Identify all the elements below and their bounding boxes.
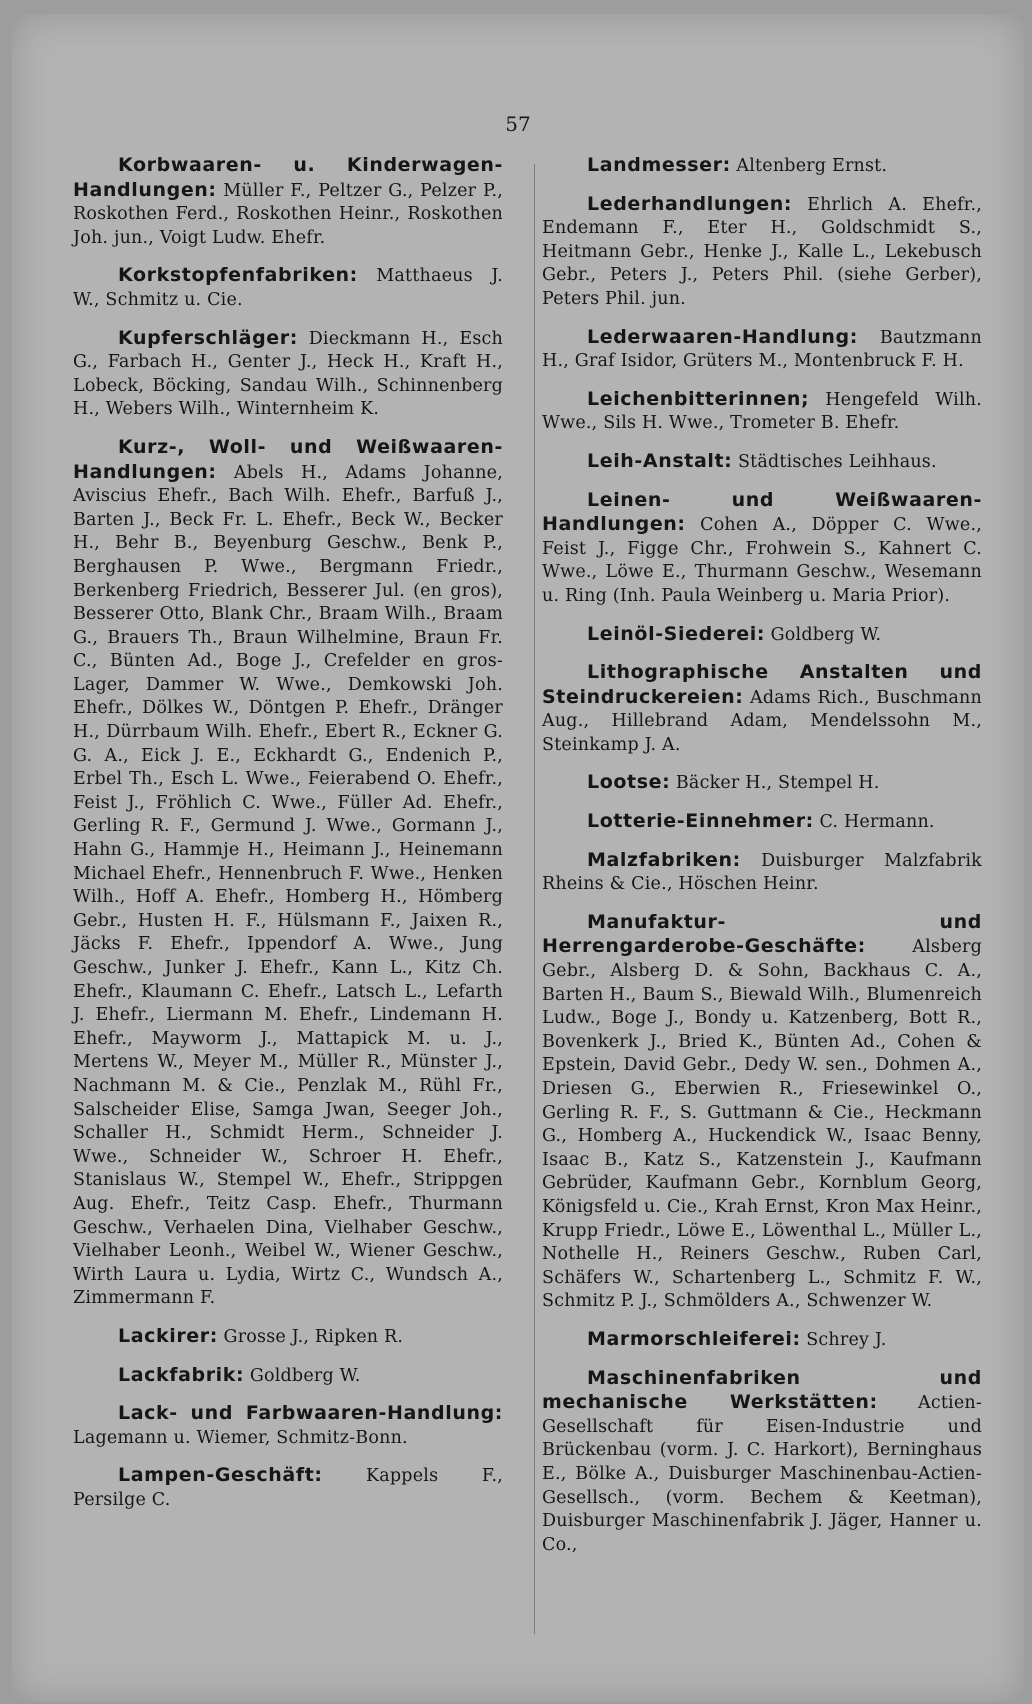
entry-names: Goldberg W.: [249, 1365, 361, 1386]
directory-entry: [542, 154, 982, 179]
entry-names: Städtisches Leihhaus.: [737, 451, 937, 472]
directory-entry: [73, 327, 503, 422]
trade-heading: Lampen-Geschäft:: [118, 1464, 323, 1487]
directory-entry: [73, 264, 503, 312]
trade-heading: Lotterie-Einnehmer:: [587, 810, 814, 833]
directory-entry: [542, 661, 982, 757]
trade-heading: Lackfabrik:: [118, 1363, 245, 1386]
directory-entry: [542, 911, 982, 1314]
entry-names: Matthaeus J. W., Schmitz u. Cie.: [73, 266, 503, 310]
directory-entry: [542, 1367, 982, 1558]
entry-names: Kappels F., Persilge C.: [73, 1466, 503, 1510]
left-column: [73, 154, 503, 1526]
right-column: [542, 154, 982, 1571]
trade-heading: Lootse:: [587, 771, 671, 794]
entry-names: Dieckmann H., Esch G., Farbach H., Genter J., Heck H., Kraft H., Lobeck, Böcking, Sandau Wilh., Schinnenberg H., Webers Wilh., Winternheim K.: [73, 328, 503, 420]
directory-entry: [542, 771, 982, 796]
directory-entry: [542, 849, 982, 897]
entry-names: Schrey J.: [806, 1329, 887, 1350]
entry-names: Cohen A., Döpper C. Wwe., Feist J., Figge Chr., Frohwein S., Kahnert C. Wwe., Löwe E., Thurmann Geschw., Wesemann u. Ring (Inh. Paula Weinberg u. Maria Prior).: [542, 515, 982, 606]
entry-names: Adams Rich., Buschmann Aug., Hillebrand Adam, Mendelssohn M., Steinkamp J. A.: [542, 687, 982, 755]
entry-names: Müller F., Peltzer G., Pelzer P., Roskothen Ferd., Roskothen Heinr., Roskothen Joh. jun., Voigt Ludw. Ehefr.: [73, 180, 503, 248]
entry-names: Bäcker H., Stempel H.: [675, 773, 880, 794]
entry-names: Bautzmann H., Graf Isidor, Grüters M., Montenbruck F. H.: [542, 327, 982, 372]
directory-entry: [73, 436, 503, 1311]
entry-names: Altenberg Ernst.: [736, 156, 888, 176]
directory-entry: [542, 450, 982, 475]
directory-entry: [73, 1364, 503, 1389]
trade-heading: Landmesser:: [587, 154, 731, 176]
trade-heading: Lederwaaren-Handlung:: [587, 325, 858, 348]
directory-entry: [73, 1464, 503, 1512]
page-number: 57: [505, 112, 531, 136]
entry-names: Alsberg Gebr., Alsberg D. & Sohn, Backhaus C. A., Barten H., Baum S., Biewald Wilh., Blumenreich Ludw., Boge J., Bondy u. Katzenberg, Bott R., Bovenkerk J., Bried K., Bünten Ad., Cohen & Epstein, David Gebr., Dedy W. sen., Dohmen A., Driesen G., Eberwien R., Friesewinkel O., Gerling R. F., S. Guttmann & Cie., Heckmann G., Homberg A., Huckendick W., Isaac Benny, Isaac B., Katz S., Katzenstein J., Kaufmann Gebrüder, Kaufmann Gebr., Kornblum Georg, Königsfeld u. Cie., Krah Ernst, Kron Max Heinr., Krupp Friedr., Löwe E., Löwenthal L., Müller L., Nothelle H., Reiners Geschw., Ruben Carl, Schäfers W., Schartenberg L., Schmitz F. W., Schmitz P. J., Schmölders A., Schwenzer W.: [542, 937, 982, 1312]
trade-heading: Maschinenfabriken und mechanische Werkstätten:: [542, 1366, 982, 1414]
entry-names: C. Hermann.: [819, 812, 935, 833]
column-divider: [534, 164, 535, 1634]
directory-entry: [542, 623, 982, 648]
trade-heading: Marmorschleiferei:: [587, 1327, 801, 1350]
trade-heading: Lackirer:: [118, 1324, 218, 1347]
trade-heading: Leih-Anstalt:: [587, 449, 733, 472]
directory-page: [12, 14, 1024, 1702]
directory-entry: [73, 154, 503, 250]
directory-entry: [542, 193, 982, 312]
entry-names: Grosse J., Ripken R.: [223, 1326, 404, 1347]
trade-heading: Lederhandlungen:: [587, 192, 793, 215]
entry-names: Lagemann u. Wiemer, Schmitz-Bonn.: [73, 1427, 408, 1448]
directory-entry: [542, 326, 982, 374]
entry-names: Duisburger Malzfabrik Rheins & Cie., Höschen Heinr.: [542, 850, 982, 895]
trade-heading: Leichenbitterinnen;: [587, 387, 810, 410]
directory-entry: [73, 1402, 503, 1450]
trade-heading: Korbwaaren- u. Kinderwagen-Handlungen:: [73, 154, 503, 201]
trade-heading: Manufaktur- und Herrengarderobe-Geschäfte:: [542, 910, 982, 958]
trade-heading: Lithographische Anstalten und Steindruckereien:: [542, 661, 982, 708]
entry-names: Ehrlich A. Ehefr., Endemann F., Eter H., Goldschmidt S., Heitmann Gebr., Henke J., Kalle L., Lekebusch Gebr., Peters J., Peters Phil. (siehe Gerber), Peters Phil. jun.: [542, 194, 982, 309]
entry-names: Hengefeld Wilh. Wwe., Sils H. Wwe., Trometer B. Ehefr.: [542, 389, 982, 434]
trade-heading: Kurz-, Woll- und Weißwaaren-Handlungen:: [73, 435, 503, 483]
trade-heading: Leinöl-Siederei:: [587, 622, 766, 645]
trade-heading: Leinen- und Weißwaaren-Handlungen:: [542, 488, 982, 536]
trade-heading: Korkstopfenfabriken:: [118, 264, 358, 287]
directory-entry: [542, 489, 982, 609]
trade-heading: Kupferschläger:: [118, 326, 298, 349]
trade-heading: Lack- und Farbwaaren-Handlung:: [118, 1402, 503, 1425]
directory-entry: [73, 1325, 503, 1350]
entry-names: Abels H., Adams Johanne, Aviscius Ehefr., Bach Wilh. Ehefr., Barfuß J., Barten J., Beck Fr. L. Ehefr., Beck W., Becker H., Behr B., Beyenburg Geschw., Benk P., Berghausen P. Wwe., Bergmann Friedr., Berkenberg Friedrich, Besserer Jul. (en gros), Besserer Otto, Blank Chr., Braam Wilh., Braam G., Brauers Th., Braun Wilhelmine, Braun Fr. C., Bünten Ad., Boge J., Crefelder en gros-Lager, Dammer W. Wwe., Demkowski Joh. Ehefr., Dölkes W., Döntgen P. Ehefr., Dränger H., Dürrbaum Wilh. Ehefr., Ebert R., Eckner G. G. A., Eick J. E., Eckhardt G., Endenich P., Erbel Th., Esch L. Wwe., Feierabend O. Ehefr., Feist J., Fröhlich C. Wwe., Füller Ad. Ehefr., Gerling R. F., Germund J. Wwe., Gormann J., Hahn G., Hammje H., Heimann J., Heinemann Michael Ehefr., Hennenbruch F. Wwe., Henken Wilh., Hoff A. Ehefr., Homberg H., Hömberg Gebr., Husten H. F., Hülsmann F., Jaixen R., Jäcks F. Ehefr., Ippendorf A. Wwe., Jung Geschw., Junker J. Ehefr., Kann L., Kitz Ch. Ehefr., Klaumann C. Ehefr., Latsch L., Lefarth J. Ehefr., Liermann M. Ehefr., Lindemann H. Ehefr., Mayworm J., Mattapick M. u. J., Mertens W., Meyer M., Müller R., Münster J., Nachmann M. & Cie., Penzlak M., Rühl Fr., Salscheider Elise, Samga Jwan, Seeger Joh., Schaller H., Schmidt Herm., Schneider J. Wwe., Schneider W., Schroer H. Ehefr., Stanislaus W., Stempel W., Ehefr., Strippgen Aug. Ehefr., Teitz Casp. Ehefr., Thurmann Geschw., Verhaelen Dina, Vielhaber Geschw., Vielhaber Leonh., Weibel W., Wiener Geschw., Wirth Laura u. Lydia, Wirtz C., Wundsch A., Zimmermann F.: [73, 462, 503, 1309]
entry-names: Actien-Gesellschaft für Eisen-Industrie und Brückenbau (vorm. J. C. Harkort), Berninghaus E., Bölke A., Duisburger Maschinenbau-Actien-Gesellsch., (vorm. Bechem & Keetman), Duisburger Maschinenfabrik J. Jäger, Hanner u. Co.,: [542, 1393, 982, 1555]
trade-heading: Malzfabriken:: [587, 848, 741, 871]
directory-entry: [542, 388, 982, 436]
directory-entry: [542, 1328, 982, 1353]
entry-names: Goldberg W.: [770, 624, 882, 645]
directory-entry: [542, 810, 982, 835]
